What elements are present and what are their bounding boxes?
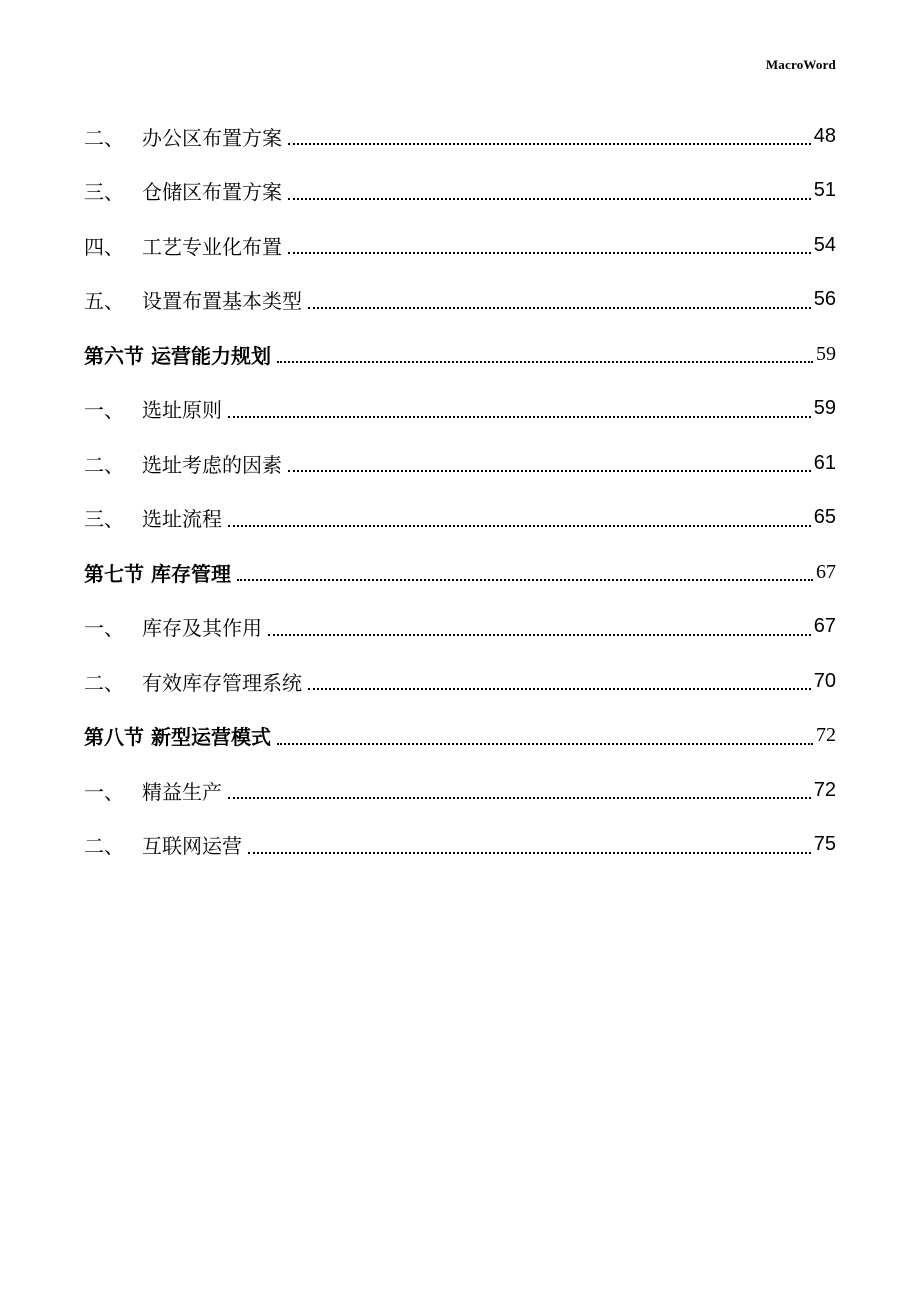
toc-entry-title: 选址考虑的因素 (142, 452, 282, 477)
toc-entry-number: 五、 (84, 289, 124, 314)
toc-page-number: 65 (813, 506, 836, 529)
toc-page-number: 59 (816, 342, 836, 365)
toc-entry[interactable] (84, 654, 836, 709)
toc-section-title: 第六节 运营能力规划 (84, 343, 271, 368)
toc-entry-title: 有效库存管理系统 (142, 670, 302, 695)
toc-entry-title: 库存及其作用 (142, 616, 262, 641)
toc-dot-leader (288, 252, 811, 254)
toc-page-number: 56 (813, 288, 836, 311)
toc-entry-title: 仓储区布置方案 (142, 180, 282, 205)
toc-entry[interactable] (84, 109, 836, 164)
toc-entry-number: 一、 (84, 779, 124, 804)
toc-entry[interactable] (84, 818, 836, 873)
toc-dot-leader (308, 688, 811, 690)
toc-dot-leader (308, 307, 811, 309)
toc-section-entry[interactable] (84, 327, 836, 382)
toc-dot-leader (277, 361, 813, 363)
toc-entry-number: 二、 (84, 834, 124, 859)
toc-dot-leader (237, 579, 813, 581)
toc-entry[interactable] (84, 491, 836, 546)
toc-entry-title: 选址原则 (142, 398, 222, 423)
toc-page-number: 67 (813, 615, 836, 638)
toc-dot-leader (288, 198, 811, 200)
toc-page-number: 54 (813, 233, 836, 256)
toc-entry-title: 互联网运营 (142, 834, 242, 859)
toc-page-number: 48 (813, 124, 836, 147)
toc-entry-title: 办公区布置方案 (142, 125, 282, 150)
toc-entry-number: 一、 (84, 398, 124, 423)
toc-page-number: 70 (813, 669, 836, 692)
page-header-brand: MacroWord (765, 57, 836, 72)
toc-entry-number: 二、 (84, 452, 124, 477)
toc-entry[interactable] (84, 600, 836, 655)
toc-dot-leader (288, 143, 811, 145)
toc-entry[interactable] (84, 164, 836, 219)
toc-entry-number: 四、 (84, 234, 124, 259)
toc-entry-number: 二、 (84, 670, 124, 695)
toc-entry[interactable] (84, 763, 836, 818)
toc-section-title: 第七节 库存管理 (84, 561, 231, 586)
toc-page-number: 59 (813, 397, 836, 420)
toc-entry-number: 三、 (84, 180, 124, 205)
toc-page-number: 72 (813, 778, 836, 801)
toc-section-entry[interactable] (84, 709, 836, 764)
toc-page-number: 75 (813, 833, 836, 856)
toc-page-number: 67 (816, 560, 836, 583)
toc-section-entry[interactable] (84, 545, 836, 600)
toc-dot-leader (268, 634, 811, 636)
toc-section-title: 第八节 新型运营模式 (84, 725, 271, 750)
toc-dot-leader (288, 470, 811, 472)
toc-dot-leader (228, 525, 811, 527)
toc-dot-leader (228, 797, 811, 799)
toc-entry[interactable] (84, 273, 836, 328)
toc-entry[interactable] (84, 436, 836, 491)
toc-entry-title: 设置布置基本类型 (142, 289, 302, 314)
toc-entry-number: 二、 (84, 125, 124, 150)
toc-entry-title: 精益生产 (142, 779, 222, 804)
toc-entry-title: 选址流程 (142, 507, 222, 532)
toc-page-number: 51 (813, 179, 836, 202)
toc-entry-number: 三、 (84, 507, 124, 532)
toc-entry-number: 一、 (84, 616, 124, 641)
toc-entry-title: 工艺专业化布置 (142, 234, 282, 259)
toc-entry[interactable] (84, 218, 836, 273)
toc-page-number: 72 (816, 724, 836, 747)
toc-dot-leader (228, 416, 811, 418)
table-of-contents (84, 109, 836, 872)
toc-entry[interactable] (84, 382, 836, 437)
toc-dot-leader (277, 743, 813, 745)
toc-dot-leader (248, 852, 811, 854)
toc-page-number: 61 (813, 451, 836, 474)
